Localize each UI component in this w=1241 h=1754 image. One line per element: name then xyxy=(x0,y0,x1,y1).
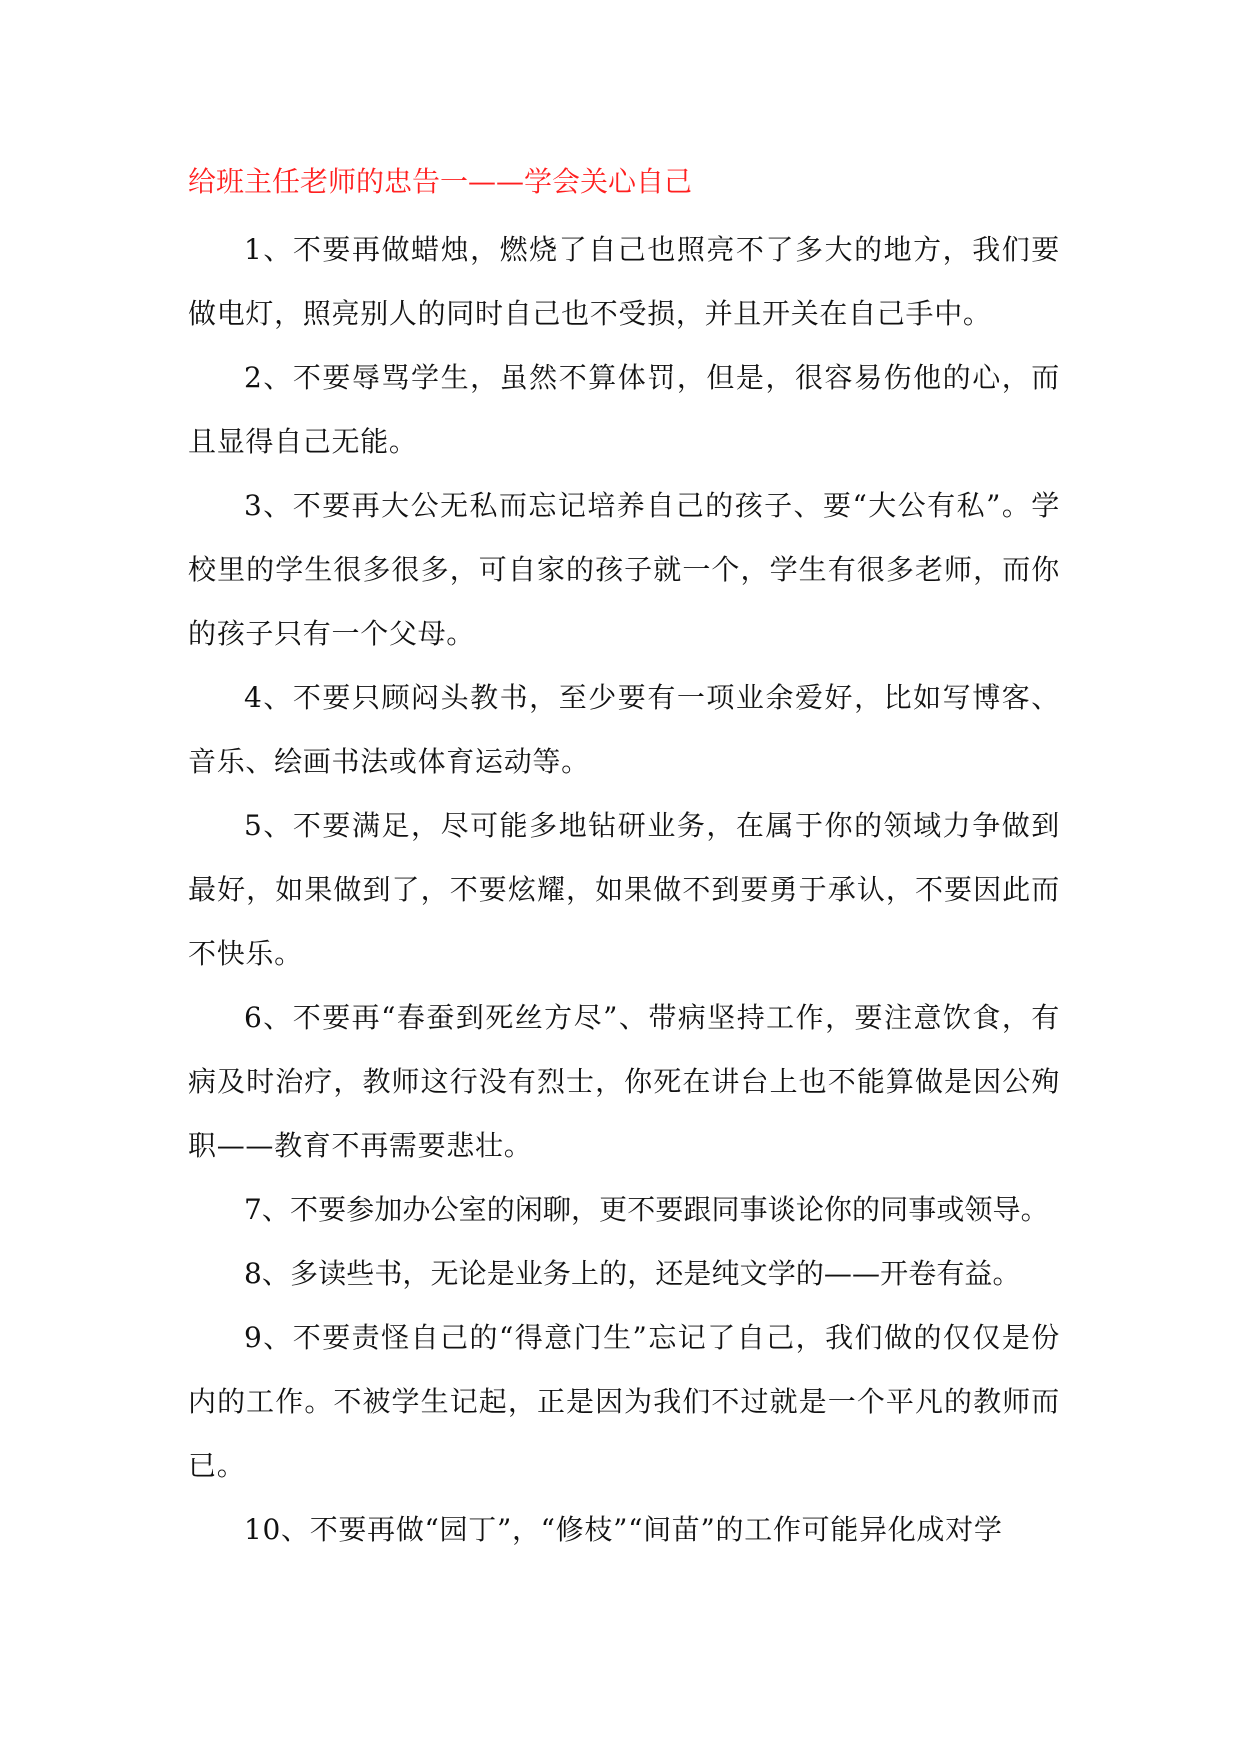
paragraph-4: 4、不要只顾闷头教书，至少要有一项业余爱好，比如写博客、音乐、绘画书法或体育运动等。 xyxy=(188,681,1060,778)
paragraph-5: 5、不要满足，尽可能多地钻研业务，在属于你的领域力争做到最好，如果做到了，不要炫耀，如果做不到要勇于承认，不要因此而不快乐。 xyxy=(188,809,1060,970)
paragraph-3: 3、不要再大公无私而忘记培养自己的孩子、要“大公有私”。学校里的学生很多很多，可自家的孩子就一个，学生有很多老师，而你的孩子只有一个父母。 xyxy=(188,489,1060,650)
paragraph-9: 9、不要责怪自己的“得意门生”忘记了自己，我们做的仅仅是份内的工作。不被学生记起，正是因为我们不过就是一个平凡的教师而已。 xyxy=(188,1321,1060,1482)
paragraph-8: 8、多读些书，无论是业务上的，还是纯文学的——开卷有益。 xyxy=(244,1257,1021,1290)
paragraph-6: 6、不要再“春蚕到死丝方尽”、带病坚持工作，要注意饮食，有病及时治疗，教师这行没有烈士，你死在讲台上也不能算做是因公殉职——教育不再需要悲壮。 xyxy=(188,1001,1060,1162)
paragraph-2: 2、不要辱骂学生，虽然不算体罚，但是，很容易伤他的心，而且显得自己无能。 xyxy=(188,361,1060,458)
document-content xyxy=(188,158,1060,1562)
paragraph-1: 1、不要再做蜡烛，燃烧了自己也照亮不了多大的地方，我们要做电灯，照亮别人的同时自己也不受损，并且开关在自己手中。 xyxy=(188,233,1060,330)
paragraph-10: 10、不要再做“园丁”，“修枝”“间苗”的工作可能异化成对学 xyxy=(244,1513,1003,1546)
paragraph-7: 7、不要参加办公室的闲聊，更不要跟同事谈论你的同事或领导。 xyxy=(244,1193,1049,1226)
document-title: 给班主任老师的忠告一——学会关心自己 xyxy=(188,165,693,198)
